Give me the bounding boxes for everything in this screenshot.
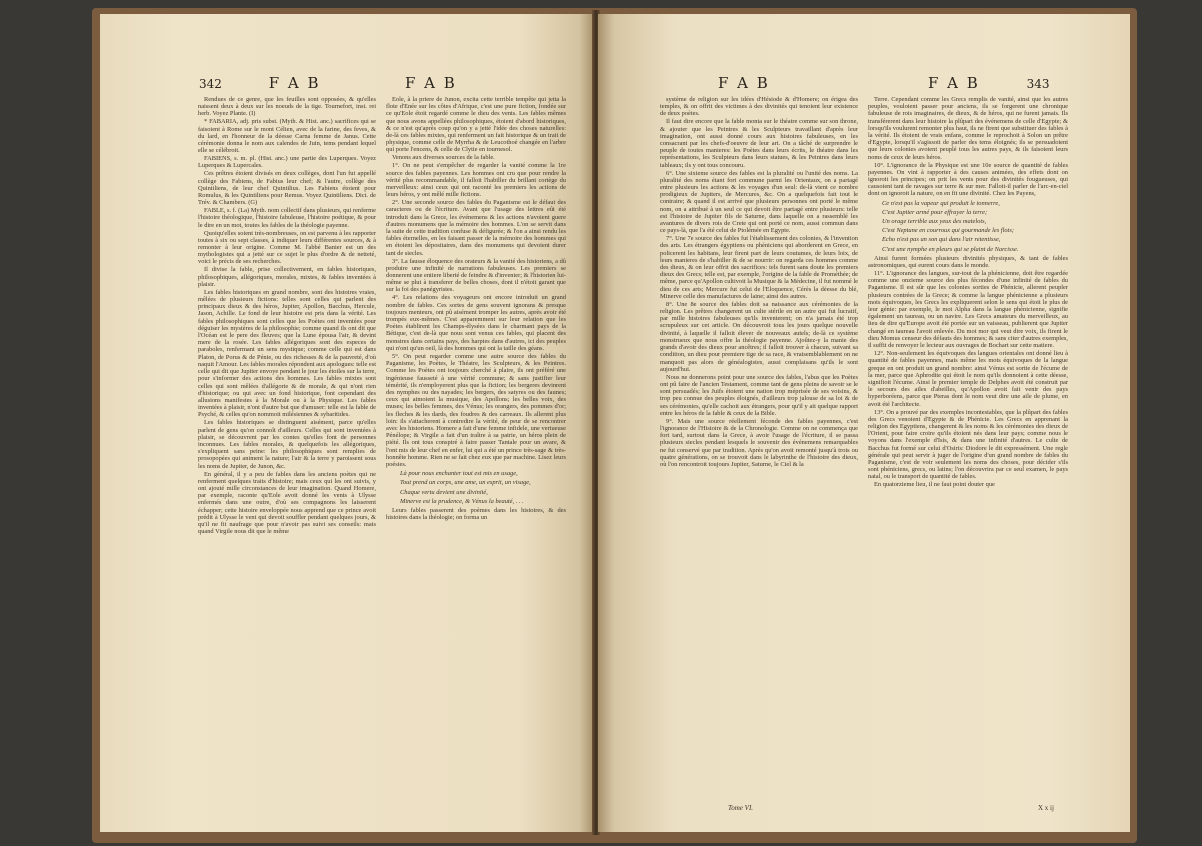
paragraph: Il divise la fable, prise collectivement, en fables historiques, philosophiques, allégoriques, morales, mixtes, & fables inventées à plaisir. — [198, 266, 376, 288]
paragraph: Rendues de ce genre, que les feuilles sont opposées, & qu'elles naissent deux à deux sur les noeuds de la tige. Tournefort, inst. rei herb. Voyez Plante. (I) — [198, 96, 376, 118]
paragraph: Eole, à la priere de Junon, excita cette terrible tempête qui jetta la flote d'Enée sur les côtes d'Afrique, c'est une pure fiction, fondée sur ce qu'Eole étoit regardé comme le dieu des vents. Les fables mêmes que nous avons appellées philosophiques, étoient d'abord historiques, & ce n'est qu'après coup qu'on y a jetté l'idée des choses naturelles: de-là ces fables mixtes, qui renferment un fait historique & un trait de physique, comme celle de Myrrha & de Leucothoé changée en l'arbre qui porte l'encens, & celle de Clytie en tournesol. — [386, 96, 566, 154]
right-page — [598, 14, 1130, 832]
paragraph: 4°. Les relations des voyageurs ont encore introduit un grand nombre de fables. Ces sortes de gens souvent ignorans & presque toujours menteurs, ont pû aisément tromper les autres, après avoir été trompés eux-mêmes. C'est apparemment sur leur relation que les Poètes établirent les Champs-élysées dans le charmant pays de la Bétique, c'est de-là que nous sont venus ces fables, qui placent des monstres dans certains pays, des harpies dans d'autres, ici des peuples qui n'ont qu'un oeil, là des hommes qui ont la taille des géans. — [386, 294, 566, 352]
paragraph: 2°. Une seconde source des fables du Paganisme est le défaut des caracteres ou de l'écriture. Avant que l'usage des lettres eût été introduit dans la Grece, les événemens & les actions n'avoient guere d'autres monumens que la mémoire des hommes. L'on se servit dans la suite de cette tradition confuse & défigurée; & l'on a ainsi rendu les fables éternelles, en les faisant passer de la mémoire des hommes qui en étoient les dépositaires, dans des monumens qui devoient durer tant de siecles. — [386, 199, 566, 257]
verse-line: Un orage terrible aux yeux des matelots, — [882, 218, 987, 226]
paragraph: 6°. Une sixieme source des fables est la pluralité ou l'unité des noms. La pluralité des noms étant fort commune parmi les Orientaux, on a partagé entre plusieurs les actions & les voyages d'un seul: de-là vient ce nombre prodigieux de Jupiters, de Mercures, &c. On a quelquefois fait tout le contraire; & quand il est arrivé que plusieurs personnes ont porté le même nom, on a attribué à un seul ce qui devoit être partagé entre plusieurs: telle est l'histoire de Jupiter fils de Saturne, dans laquelle on a rassemblé les avantures de divers rois de Crete qui ont porté ce nom, aussi commun dans ce pays-là, que l'a été celui de Ptolémée en Egypte. — [660, 169, 858, 235]
paragraph: Quoiqu'elles soient très-nombreuses, on est parvenu à les rapporter toutes à six ou sept classes, à indiquer leurs différentes sources, & à remonter à leur origine. Comme M. l'abbé Banier est un des mythologistes qui a jetté sur ce sujet le plus d'ordre & de netteté, voici le précis de ses recherches. — [198, 229, 376, 266]
verse-line: Minerve est la prudence, & Vénus la beauté, . . . — [400, 497, 524, 505]
verse-line: Chaque vertu devient une divinité, — [400, 488, 488, 496]
paragraph: 7°. Une 7e source des fables fut l'établissement des colonies, & l'invention des arts. Les étrangers égyptiens ou phéniciens qui aborderent en Grece, en policerent les habitans, leur firent part de leurs coutumes, de leurs loix, de leurs manieres de s'habiller & de se nourrir: on regarda ces hommes comme des dieux, & on leur offrit des sacrifices: tels furent sans doute les premiers dieux des Grecs; telle est, par exemple, l'origine de la fable de Prométhée; de même, parce qu'Apollon cultivoit la Musique & la Médecine, il fut nommé le dieu de ces arts; Mercure fut celui de l'Eloquence, Cérès la déesse du blé, Minerve celle des manufactures de laine; ainsi des autres. — [660, 235, 858, 300]
right-page-head-and-number — [928, 74, 1050, 92]
verse-line: C'est Jupiter armé pour effrayer la terre; — [882, 208, 988, 216]
paragraph: Leurs fables passerent des poèmes dans les histoires, & des histoires dans la théologie; on forma un — [386, 506, 566, 522]
paragraph: 5°. On peut regarder comme une autre source des fables du Paganisme, les Poètes, le Théatre, les Sculpteurs, & les Peintres. Comme les Poètes ont toujours cherché à plaire, ils ont préféré une ingénieuse fausseté à une vérité commune; & sans justifier leur témérité, ils n'employerent plus que la fiction; les bergeres devinrent des nymphes ou des nayades; les bergers, des satyres ou des faunes; ceux qui aimoient la musique, des Apollons; les belles voix, des muses; les belles femmes, des Vénus; les orangers, des pommes d'or; les fleches & les dards, des foudres & des carreaux. Ils allerent plus loin: ils s'attacherent à contredire la vérité, de peur de se rencontrer avec les historiens. Homere a fait d'une femme infidele, une vertueuse Pénélope; & Virgile a fait d'un traître à sa patrie, un héros plein de piété. Ils ont tous conspiré à faire passer Tantale pour un avare, & l'ont mis de leur chef en enfer, lui qui a été un prince très-sage & très-honnête homme. Rien ne se fait chez eux que par machine. Lisez leurs poésies. — [386, 352, 566, 468]
text-column-1 — [660, 96, 858, 796]
running-head-right: F A B — [405, 74, 457, 92]
verse-line: Ce n'est pas la vapeur qui produit le tonnerre, — [882, 199, 1000, 207]
paragraph: FABIENS, s. m. pl. (Hist. anc.) une partie des Luperques. Voyez Luperques & Lupercales. — [198, 155, 376, 170]
text-column-2 — [868, 96, 1068, 806]
verse-line: Là pour nous enchanter tout est mis en usage, — [400, 470, 518, 478]
verse-line: C'est Neptune en courroux qui gourmande les flots; — [882, 227, 1014, 235]
paragraph: Les fables historiques en grand nombre, sont des histoires vraies, mêlées de plusieurs fictions: telles sont celles qui parlent des principaux dieux & des héros, Jupiter, Apollon, Bacchus, Hercule, Jason, Achille. Le fond de leur histoire est pris dans la vérité. Les fables philosophiques sont celles que les Poètes ont inventées pour déguiser les mystères de la philosophie; comme quand ils ont dit que l'Océan est le pere des fleuves; que la Lune épousa l'air, & devint mere de la rosée. Les fables allégoriques sont des especes de paraboles, renfermant un sens mystique; comme celle qui est dans Platon, de Porus & de Pénie, ou des richesses & de la pauvreté, d'où naquit l'Amour. Les fables morales répondent aux apologues: telle est celle qui dit que Jupiter envoye pendant le jour les étoiles sur la terre, pour s'informer des actions des hommes. Les fables mixtes sont celles qui sont mêlées d'allégorie & de morale, & qui n'ont rien d'historique; ou qui avec un fond historique, font cependant des allusions manifestes à la Morale ou à la Physique. Les fables inventées à plaisir, n'ont d'autre but que d'amuser: telle est la fable de Psyché, & celles qu'on nommoit milésiennes & sybaritides. — [198, 288, 376, 419]
paragraph: En quatorzieme lieu, il ne faut point douter que — [874, 481, 995, 489]
paragraph: Venons aux diverses sources de la fable. — [392, 154, 495, 162]
paragraph: 10°. L'ignorance de la Physique est une 10e source de quantité de fables payennes. On vint à rapporter à des causes animées, des effets dont on ignoroit les principes; on prit les vents pour des divinités fougueuses, qui causoient tant de ravages sur terre & sur mer. Falloit-il parler de l'arc-en-ciel dont on ignoroit la nature, on en fit une divinité. Chez les Payens, — [868, 161, 1068, 198]
paragraph: système de religion sur les idées d'Hésiode & d'Homere; on érigea des temples, & on offrit des victimes à des divinités qui tenoient leur existence de deux poètes. — [660, 96, 858, 118]
paragraph: Nous ne donnerons point pour une source des fables, l'abus que les Poètes ont pû faire de l'ancien Testament, comme tant de gens pleins de savoir se le sont persuadés; les Juifs étoient une nation trop méprisée de ses voisins, & trop peu connue des peuples éloignés, d'ailleurs trop jalouse de sa loi & de ses cérémonies, qu'elle cachoit aux étrangers, pour qu'il y ait quelque rapport entre les héros de la fable & ceux de la Bible. — [660, 373, 858, 417]
left-page-number-and-head — [199, 74, 321, 92]
volume-footer: Tome VI. — [728, 804, 754, 812]
paragraph: 13°. On a prouvé par des exemples incontestables, que la plûpart des fables des Grecs venoient d'Egypte & de Phénicie. Les Grecs en apprenant la religion des Egyptiens, changerent & les noms & les cérémonies des dieux de l'Orient, pour faire croire qu'ils étoient nés dans leur pays; comme nous le voyons dans l'exemple d'Isis, & dans une infinité d'autres. Le culte de Bacchus fut formé sur celui d'Osiris: Diodore le dit expressément. Une regle générale qui peut servir à juger de l'origine d'un grand nombre de fables du Paganisme, c'est de voir seulement les noms des choses, pour décider s'ils sont phéniciens, grecs, ou latins; l'on découvrira par ce seul examen, le pays natal, ou le transport de quantité de fables. — [868, 408, 1068, 481]
page-number: 343 — [1026, 77, 1050, 91]
paragraph: 12°. Non-seulement les équivoques des langues orientales ont donné lieu à quantité de fables payennes, mais même les mots équivoques de la langue greque en ont produit un grand nombre: ainsi Vénus est sortie de l'écume de la mer, parce que Aphrodite qui étoit le nom qu'ils donnoient à cette déesse, signifioit l'écume. Ainsi le premier temple de Delphes avoit été construit par le secours des ailes d'abeilles, qu'Apollon avoit fait venir des pays hyperboréens, parce que Pteras dont le nom veut dire une aile de plume, en avoit été l'architecte. — [868, 350, 1068, 408]
paragraph: 11°. L'ignorance des langues, sur-tout de la phénicienne, doit être regardée comme une onzieme source des plus fécondes d'une infinité de fables du Paganisme. Il est sûr que les colonies sorties de Phénicie, allerent peupler plusieurs contrées de la Grece; & comme la langue phénicienne a plusieurs mots équivoques, les Grecs les expliquerent selon le sens qui étoit le plus de leur génie: par exemple, le mot Alpha dans la langue phénicienne, signifie également un taureau, ou un navire. Les Grecs amateurs du merveilleux, au lieu de dire qu'Europe avoit été portée sur un vaisseau, publierent que Jupiter changé en taureau l'avoit enlevée. Du mot mor qui veut dire voix, ils firent le dieu Momus censeur des défauts des hommes; & sans citer d'autres exemples, il suffit de renvoyer le lecteur aux ouvrages de Bochart sur cette matiere. — [868, 270, 1068, 350]
paragraph: Ces prêtres étoient divisés en deux collèges, dont l'un fut appellé collège des Fabiens, de Fabius leur chef; & l'autre, collège des Quintiliens, de leur chef Quintilius. Les Fabiens étoient pour Romulus, & les Quintiliens pour Remus. Voyez Quintiliens. Dict. de Trév. & Chambers. (G) — [198, 170, 376, 207]
page-number: 342 — [199, 77, 222, 91]
paragraph: Terre. Cependant comme les Grecs remplis de vanité, ainsi que les autres peuples, vouloient passer pour anciens, ils se forgerent une chronique fabuleuse de rois imaginaires, de dieux, & de héros, qui ne furent jamais. Ils transférerent dans leur histoire la plûpart des événemens de celle d'Egypte; & lorsqu'ils voulurent remonter plus haut, ils ne firent que substituer des fables à la vérité. Ils étoient de vrais enfans, comme le reprochoit à Solon un prêtre d'Egypte, lorsqu'il s'agissoit de parler des tems éloignés; ils se persuadoient que leurs colonies avoient peuplé tous les autres pays, & ils faisoient leurs noms de ceux de leurs héros. — [868, 96, 1068, 161]
paragraph: Les fables historiques se distinguent aisément, parce qu'elles parlent de gens qu'on connoît d'ailleurs. Celles qui sont inventées à plaisir, se découvrent par les contes qu'elles font de personnes inconnues. Les fables morales, & quelquefois les allégoriques, s'expliquent sans peine: les philosophiques sont remplies de prosopopées qui animent la nature; l'air & la terre y paroissent sous les noms de Jupiter, de Junon, &c. — [198, 419, 376, 470]
paragraph: FABLE, s. f. (La) Myth. nom collectif dans plusieurs, qui renferme l'histoire théologique, l'histoire fabuleuse, l'histoire poétique, & pour le dire en un mot, toutes les fables de la théologie payenne. — [198, 207, 376, 229]
left-page — [100, 14, 594, 832]
paragraph: 3°. La fausse éloquence des orateurs & la vanité des historiens, a dû produire une infinité de narrations fabuleuses. Les premiers se donnerent une entiere liberté de feindre & d'inventer; & l'historien lui-même se plut à transferer de belles choses, dont il n'étoit garant que sur la foi des panégyristes. — [386, 257, 566, 294]
running-head: F A B — [268, 74, 321, 92]
paragraph: 1°. On ne peut s'empêcher de regarder la vanité comme la 1re source des fables payennes. Les hommes ont cru que pour rendre la vérité plus recommandable, il falloit l'habiller du brillant cortège du merveilleux: ainsi ceux qui ont raconté les premiers les actions de leurs héros, y ont mêlé mille fictions. — [386, 162, 566, 199]
text-column-2 — [386, 96, 566, 806]
paragraph: En général, il y a peu de fables dans les anciens poètes qui ne renferment quelques traits d'histoire; mais ceux qui les ont suivis, y ont ajouté mille circonstances de leur imagination. Quand Homere, par exemple, raconte qu'Eole avoit donné les vents à Ulysse enfermés dans une outre, d'où ses compagnons les laisserent échapper; cette histoire enveloppée nous apprend que ce prince avoit prédit à Ulysse le vent qui devoit souffler pendant quelques jours, & qu'il ne fit naufrage que pour n'avoir pas suivi ses conseils: mais quand Virgile nous dit que le même — [198, 470, 376, 536]
verse-line: Echo n'est pas un son qui dans l'air retentisse, — [882, 236, 1001, 244]
verse-line: Tout prend un corps, une ame, un esprit, un visage, — [400, 479, 531, 487]
running-head: F A B — [928, 74, 980, 92]
signature-mark: X x ij — [1038, 804, 1054, 812]
paragraph: 9°. Mais une source réellement féconde des fables payennes, c'est l'ignorance de l'Histoire & de la Chronologie. Comme on ne commença que fort tard, surtout dans la Grece, à avoir l'usage de l'écriture, il se passa plusieurs siecles pendant lesquels le souvenir des événemens remarquables ne fut conservé que par tradition. Après qu'on avoit remonté jusqu'à trois ou quatre générations, on se trouvoit dans le labyrinthe de l'histoire des dieux, où l'on rencontroit toujours Jupiter, Saturne, le Ciel & la — [660, 417, 858, 468]
paragraph: Il faut dire encore que la fable monta sur le théatre comme sur son throne, & ajouter que les Peintres & les Sculpteurs travaillant d'après leur imagination, ont aussi donné cours aux histoires fabuleuses, en les consacrant par les chefs-d'oeuvre de leur art. On a tâché de surprendre le peuple de toutes manieres: les Poètes dans leurs écrits, le théatre dans les représentations, les Sculpteurs dans leurs statues, & les Peintres dans leurs tableaux; ils y ont tous concouru. — [660, 118, 858, 169]
paragraph: * FABARIA, adj. pris subst. (Myth. & Hist. anc.) sacrifices qui se faisoient à Rome sur le mont Célien, avec de la farine, des feves, & du lard, en l'honneur de la déesse Carna femme de Janus. Cette cérémonie donna le nom aux calendes de Juin, tems pendant lequel elle se célébroit. — [198, 118, 376, 155]
paragraph: 8°. Une 8e source des fables doit sa naissance aux cérémonies de la religion. Les prêtres changerent un culte stérile en un autre qui fut lucratif, par mille histoires fabuleuses qu'ils inventerent; on n'a jamais été trop scrupuleux sur cet article. On découvroit tous les jours quelque nouvelle divinité, à laquelle il falloit élever de nouveaux autels; de-là ce système monstrueux que nous offre la théologie payenne. Ajoûtez-y la manie des grands d'avoir des dieux pour ancêtres; il falloit trouver à chacun, suivant sa condition, un dieu pour premiere tige de sa race, & vraisemblablement on ne manquoit pas alors de généalogistes, aussi complaisans qu'ils le sont aujourd'hui. — [660, 300, 858, 373]
running-head-left: F A B — [718, 74, 770, 92]
paragraph: Ainsi furent formées plusieurs divinités physiques, & tant de fables astronomiques, qui eurent cours dans le monde. — [868, 254, 1068, 270]
text-column-1 — [198, 96, 376, 806]
verse-line: C'est une nymphe en pleurs qui se plaint de Narcisse. — [882, 245, 1019, 253]
